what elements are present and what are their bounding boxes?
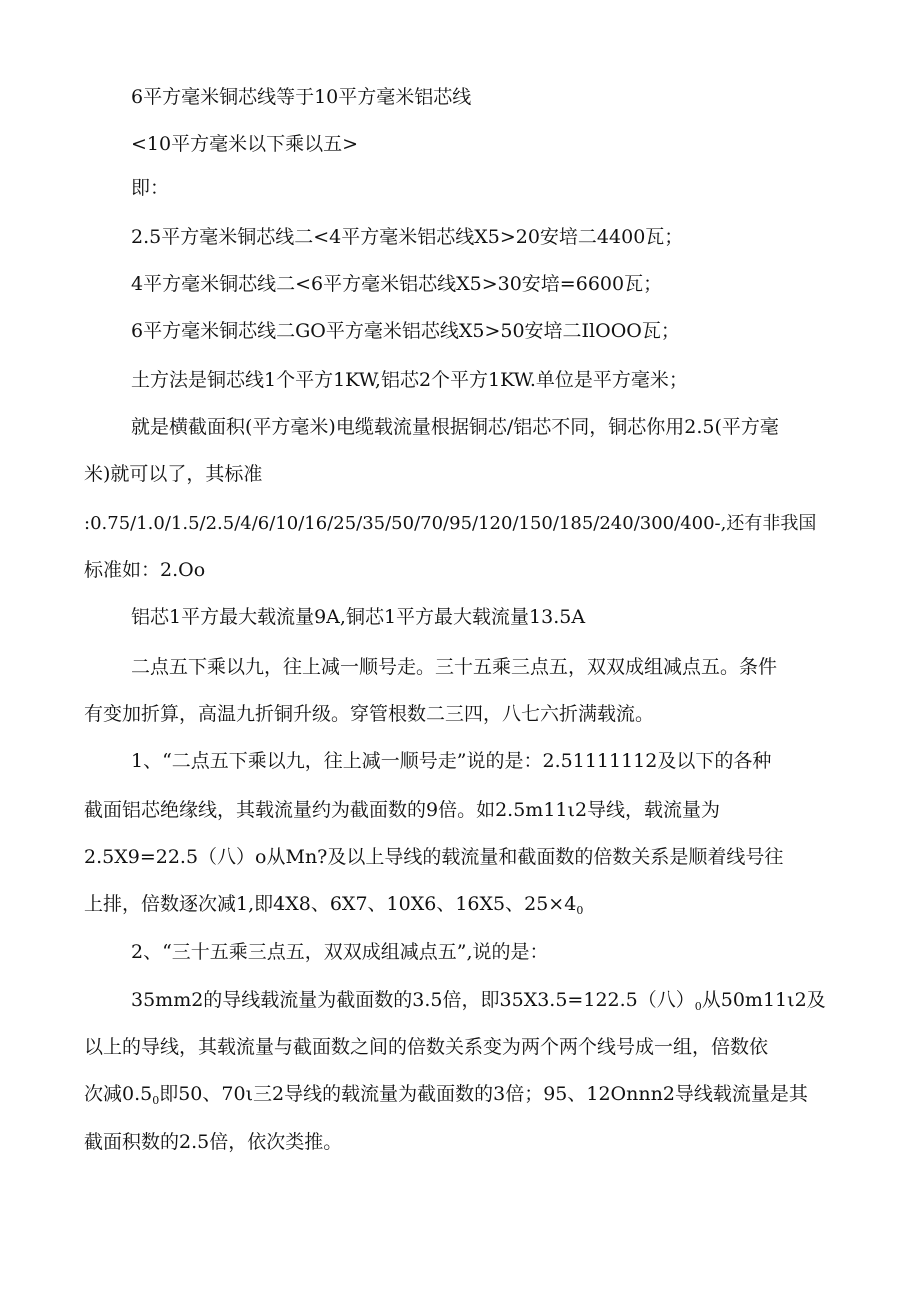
paragraph-line-4: 2.5平方毫米铜芯线二<4平方毫米铝芯线X5>20安培二4400瓦； <box>131 226 684 248</box>
paragraph-line-1: 6平方毫米铜芯线等于10平方毫米铝芯线 <box>131 86 472 108</box>
paragraph-line-23: 截面积数的2.5倍，依次类推。 <box>84 1131 343 1153</box>
paragraph-line-14: 有变加折算，高温九折铜升级。穿管根数二三四，八七六折满载流。 <box>84 703 655 725</box>
paragraph-line-8: 就是横截面积(平方毫米)电缆载流量根据铜芯/铝芯不同，铜芯你用2.5(平方毫 <box>131 416 779 438</box>
paragraph-line-21: 以上的导线，其载流量与截面数之间的倍数关系变为两个两个线号成一组，倍数依 <box>84 1036 769 1058</box>
paragraph-line-15: 1、“二点五下乘以九，往上减一顺号走”说的是：2.51111112及以下的各种 <box>131 750 772 772</box>
paragraph-line-20 <box>131 987 826 1013</box>
paragraph-line-2: <10平方毫米以下乘以五> <box>131 133 359 155</box>
paragraph-line-22-text: 次减0.5 <box>84 1083 153 1105</box>
subscript-zero: 0 <box>152 1094 160 1107</box>
paragraph-line-11: 标准如：2.Oo <box>84 559 206 581</box>
subscript-zero: 0 <box>576 904 584 917</box>
paragraph-line-7: 土方法是铜芯线1个平方1KW,铝芯2个平方1KW.单位是平方毫米； <box>131 369 688 391</box>
subscript-zero: 0 <box>694 1000 702 1013</box>
paragraph-line-20-text: 35mm2的导线载流量为截面数的3.5倍，即35X3.5=122.5（八） <box>131 989 695 1011</box>
paragraph-line-3: 即： <box>131 177 170 199</box>
paragraph-line-17: 2.5X9=22.5（八）o从Mn?及以上导线的载流量和截面数的倍数关系是顺着线号往 <box>84 846 784 868</box>
paragraph-line-18 <box>84 891 583 917</box>
paragraph-line-6: 6平方毫米铜芯线二GO平方毫米铝芯线X5>50安培二IlOOO瓦； <box>131 320 680 342</box>
paragraph-line-12: 铝芯1平方最大载流量9A,铜芯1平方最大载流量13.5A <box>131 606 586 628</box>
paragraph-line-16: 截面铝芯绝缘线，其载流量约为截面数的9倍。如2.5m11ι2导线，载流量为 <box>84 799 721 821</box>
paragraph-line-22-tail: 即50、70ι三2导线的载流量为截面数的3倍；95、12Onnn2导线载流量是其 <box>159 1083 808 1105</box>
paragraph-line-19: 2、“三十五乘三点五，双双成组减点五”,说的是： <box>131 941 549 963</box>
paragraph-line-22 <box>84 1081 808 1107</box>
paragraph-line-5: 4平方毫米铜芯线二<6平方毫米铝芯线X5>30安培=6600瓦； <box>131 273 663 295</box>
paragraph-line-10: :0.75/1.0/1.5/2.5/4/6/10/16/25/35/50/70/95/120/150/185/240/300/400-,还有非我国 <box>84 513 817 534</box>
paragraph-line-18-text: 上排，倍数逐次减1,即4X8、6X7、10X6、16X5、25×4 <box>84 893 577 915</box>
paragraph-line-13: 二点五下乘以九，往上减一顺号走。三十五乘三点五，双双成组减点五。条件 <box>131 656 778 678</box>
paragraph-line-20-tail: 从50m11ι2及 <box>701 989 826 1011</box>
paragraph-line-9: 米)就可以了，其标准 <box>84 463 263 485</box>
